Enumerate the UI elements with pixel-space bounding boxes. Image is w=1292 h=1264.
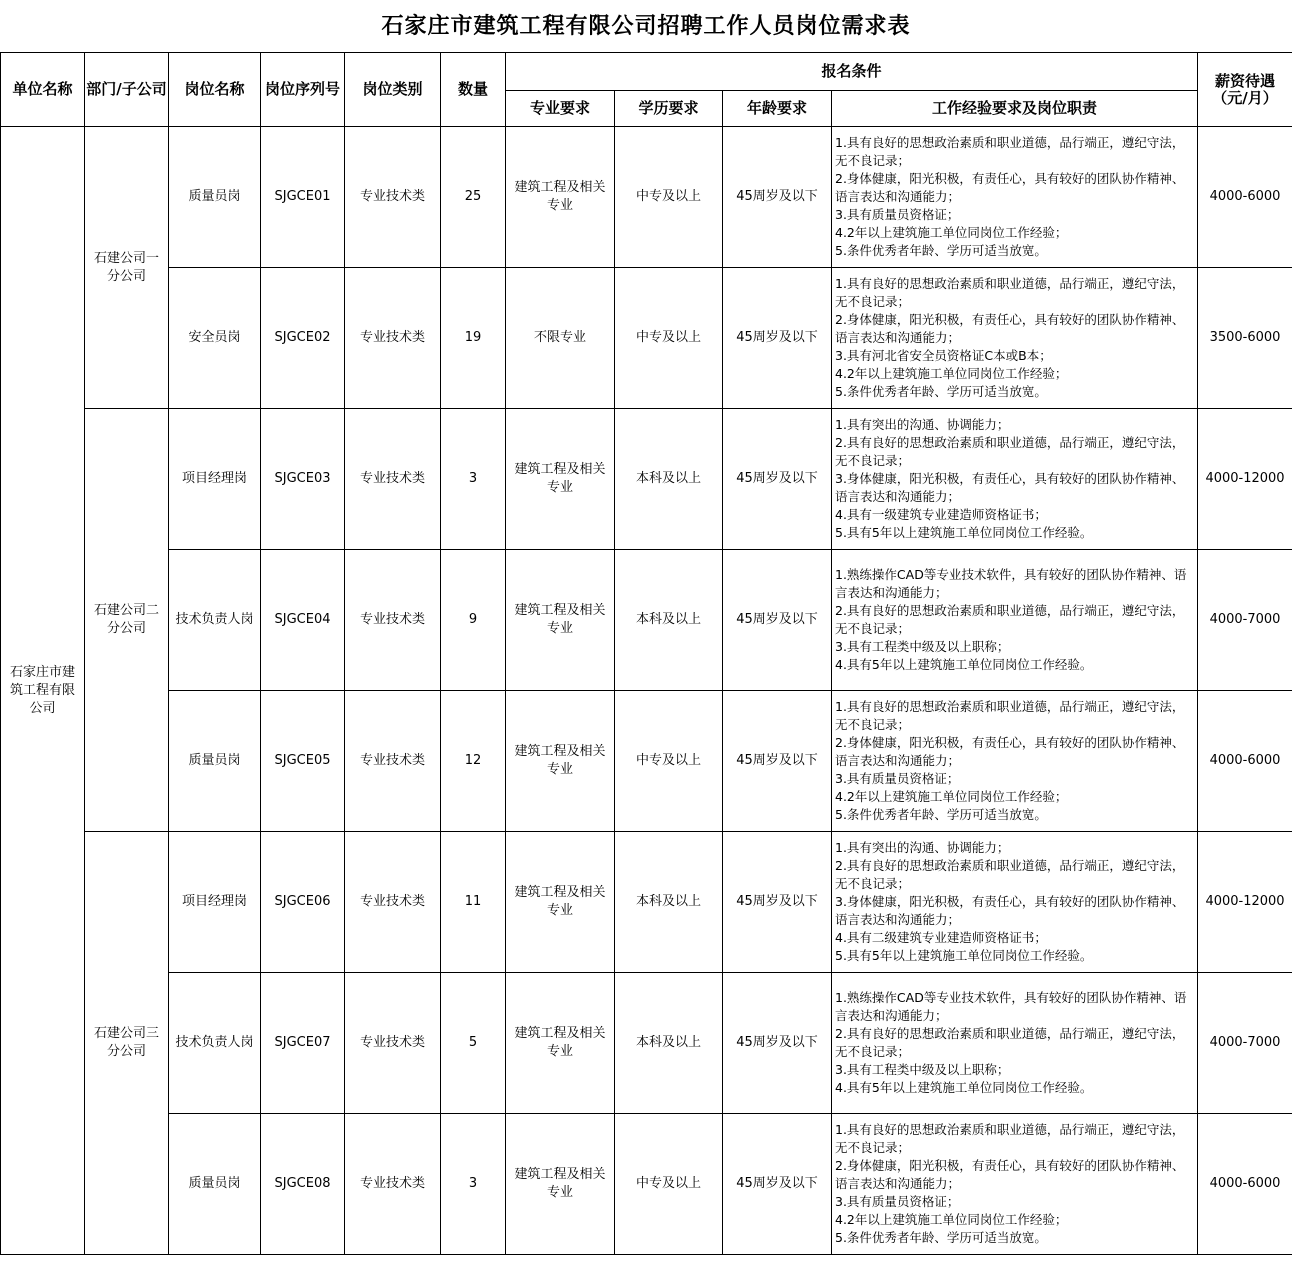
age-cell: 45周岁及以下: [723, 973, 832, 1114]
post-name-cell: 质量员岗: [169, 127, 261, 268]
table-row: [1, 550, 1292, 691]
count-cell: 3: [441, 1114, 506, 1255]
header-dept: 部门/子公司: [85, 53, 169, 127]
age-cell: 45周岁及以下: [723, 691, 832, 832]
dept-cell: 石建公司三分公司: [85, 832, 169, 1255]
salary-cell: 4000-6000: [1198, 1114, 1292, 1255]
major-cell: 建筑工程及相关专业: [506, 973, 615, 1114]
major-cell: 建筑工程及相关专业: [506, 832, 615, 973]
header-major: 专业要求: [506, 91, 615, 127]
category-cell: 专业技术类: [345, 973, 441, 1114]
recruitment-table: [0, 52, 1292, 1255]
salary-cell: 4000-12000: [1198, 832, 1292, 973]
header-row-1: [1, 53, 1292, 91]
header-count: 数量: [441, 53, 506, 127]
category-cell: 专业技术类: [345, 268, 441, 409]
table-row: [1, 268, 1292, 409]
category-cell: 专业技术类: [345, 409, 441, 550]
edu-cell: 本科及以上: [615, 832, 723, 973]
table-row: [1, 409, 1292, 550]
table-row: [1, 832, 1292, 973]
post-code-cell: SJGCE02: [261, 268, 345, 409]
age-cell: 45周岁及以下: [723, 409, 832, 550]
header-conditions: 报名条件: [506, 53, 1198, 91]
category-cell: 专业技术类: [345, 127, 441, 268]
duty-cell: 1.具有良好的思想政治素质和职业道德，品行端正，遵纪守法，无不良记录； 2.身体健康，阳光积极，有责任心，具有较好的团队协作精神、语言表达和沟通能力； 3.具有质量员资格证； 4.2年以上建筑施工单位同岗位工作经验； 5.条件优秀者年龄、学历可适当放宽。: [832, 691, 1198, 832]
age-cell: 45周岁及以下: [723, 550, 832, 691]
table-row: [1, 973, 1292, 1114]
header-duty: 工作经验要求及岗位职责: [832, 91, 1198, 127]
age-cell: 45周岁及以下: [723, 1114, 832, 1255]
duty-cell: 1.具有良好的思想政治素质和职业道德，品行端正，遵纪守法，无不良记录； 2.身体健康，阳光积极，有责任心，具有较好的团队协作精神、语言表达和沟通能力； 3.具有河北省安全员资格证C本或B本； 4.2年以上建筑施工单位同岗位工作经验； 5.条件优秀者年龄、学历可适当放宽。: [832, 268, 1198, 409]
major-cell: 建筑工程及相关专业: [506, 550, 615, 691]
age-cell: 45周岁及以下: [723, 268, 832, 409]
age-cell: 45周岁及以下: [723, 127, 832, 268]
table-row: [1, 127, 1292, 268]
count-cell: 25: [441, 127, 506, 268]
header-edu: 学历要求: [615, 91, 723, 127]
count-cell: 19: [441, 268, 506, 409]
post-name-cell: 技术负责人岗: [169, 550, 261, 691]
post-code-cell: SJGCE05: [261, 691, 345, 832]
category-cell: 专业技术类: [345, 550, 441, 691]
count-cell: 9: [441, 550, 506, 691]
duty-cell: 1.具有良好的思想政治素质和职业道德，品行端正，遵纪守法，无不良记录； 2.身体健康，阳光积极，有责任心，具有较好的团队协作精神、语言表达和沟通能力； 3.具有质量员资格证； 4.2年以上建筑施工单位同岗位工作经验； 5.条件优秀者年龄、学历可适当放宽。: [832, 127, 1198, 268]
count-cell: 3: [441, 409, 506, 550]
salary-cell: 4000-12000: [1198, 409, 1292, 550]
table-row: [1, 1114, 1292, 1255]
header-unit: 单位名称: [1, 53, 85, 127]
header-post: 岗位名称: [169, 53, 261, 127]
major-cell: 不限专业: [506, 268, 615, 409]
post-code-cell: SJGCE08: [261, 1114, 345, 1255]
unit-name-cell: 石家庄市建筑工程有限公司: [1, 127, 85, 1255]
salary-cell: 4000-7000: [1198, 973, 1292, 1114]
table-row: [1, 691, 1292, 832]
post-name-cell: 项目经理岗: [169, 409, 261, 550]
category-cell: 专业技术类: [345, 1114, 441, 1255]
header-age: 年龄要求: [723, 91, 832, 127]
post-code-cell: SJGCE03: [261, 409, 345, 550]
dept-cell: 石建公司一分公司: [85, 127, 169, 409]
post-name-cell: 质量员岗: [169, 1114, 261, 1255]
post-name-cell: 安全员岗: [169, 268, 261, 409]
page-title: 石家庄市建筑工程有限公司招聘工作人员岗位需求表: [381, 13, 911, 39]
header-code: 岗位序列号: [261, 53, 345, 127]
major-cell: 建筑工程及相关专业: [506, 409, 615, 550]
edu-cell: 本科及以上: [615, 409, 723, 550]
salary-cell: 4000-6000: [1198, 691, 1292, 832]
major-cell: 建筑工程及相关专业: [506, 127, 615, 268]
edu-cell: 本科及以上: [615, 550, 723, 691]
edu-cell: 中专及以上: [615, 127, 723, 268]
post-name-cell: 技术负责人岗: [169, 973, 261, 1114]
post-name-cell: 项目经理岗: [169, 832, 261, 973]
table-body: [1, 127, 1292, 1255]
post-name-cell: 质量员岗: [169, 691, 261, 832]
duty-cell: 1.具有突出的沟通、协调能力； 2.具有良好的思想政治素质和职业道德，品行端正，遵纪守法，无不良记录； 3.身体健康，阳光积极，有责任心，具有较好的团队协作精神、语言表达和沟通能力； 4.具有一级建筑专业建造师资格证书； 5.具有5年以上建筑施工单位同岗位工作经验。: [832, 409, 1198, 550]
post-code-cell: SJGCE01: [261, 127, 345, 268]
major-cell: 建筑工程及相关专业: [506, 1114, 615, 1255]
salary-cell: 4000-7000: [1198, 550, 1292, 691]
count-cell: 5: [441, 973, 506, 1114]
salary-cell: 4000-6000: [1198, 127, 1292, 268]
post-code-cell: SJGCE06: [261, 832, 345, 973]
salary-cell: 3500-6000: [1198, 268, 1292, 409]
header-category: 岗位类别: [345, 53, 441, 127]
header-salary: 薪资待遇（元/月）: [1198, 53, 1292, 127]
dept-cell: 石建公司二分公司: [85, 409, 169, 832]
edu-cell: 中专及以上: [615, 691, 723, 832]
count-cell: 12: [441, 691, 506, 832]
duty-cell: 1.熟练操作CAD等专业技术软件，具有较好的团队协作精神、语言表达和沟通能力； 2.具有良好的思想政治素质和职业道德，品行端正，遵纪守法，无不良记录； 3.具有工程类中级及以上职称； 4.具有5年以上建筑施工单位同岗位工作经验。: [832, 550, 1198, 691]
age-cell: 45周岁及以下: [723, 832, 832, 973]
category-cell: 专业技术类: [345, 691, 441, 832]
major-cell: 建筑工程及相关专业: [506, 691, 615, 832]
category-cell: 专业技术类: [345, 832, 441, 973]
count-cell: 11: [441, 832, 506, 973]
post-code-cell: SJGCE04: [261, 550, 345, 691]
duty-cell: 1.具有突出的沟通、协调能力； 2.具有良好的思想政治素质和职业道德，品行端正，遵纪守法，无不良记录； 3.身体健康，阳光积极，有责任心，具有较好的团队协作精神、语言表达和沟通能力； 4.具有二级建筑专业建造师资格证书； 5.具有5年以上建筑施工单位同岗位工作经验。: [832, 832, 1198, 973]
edu-cell: 中专及以上: [615, 1114, 723, 1255]
post-code-cell: SJGCE07: [261, 973, 345, 1114]
edu-cell: 本科及以上: [615, 973, 723, 1114]
duty-cell: 1.熟练操作CAD等专业技术软件，具有较好的团队协作精神、语言表达和沟通能力； 2.具有良好的思想政治素质和职业道德，品行端正，遵纪守法，无不良记录； 3.具有工程类中级及以上职称； 4.具有5年以上建筑施工单位同岗位工作经验。: [832, 973, 1198, 1114]
duty-cell: 1.具有良好的思想政治素质和职业道德，品行端正，遵纪守法，无不良记录； 2.身体健康，阳光积极，有责任心，具有较好的团队协作精神、语言表达和沟通能力； 3.具有质量员资格证； 4.2年以上建筑施工单位同岗位工作经验； 5.条件优秀者年龄、学历可适当放宽。: [832, 1114, 1198, 1255]
edu-cell: 中专及以上: [615, 268, 723, 409]
